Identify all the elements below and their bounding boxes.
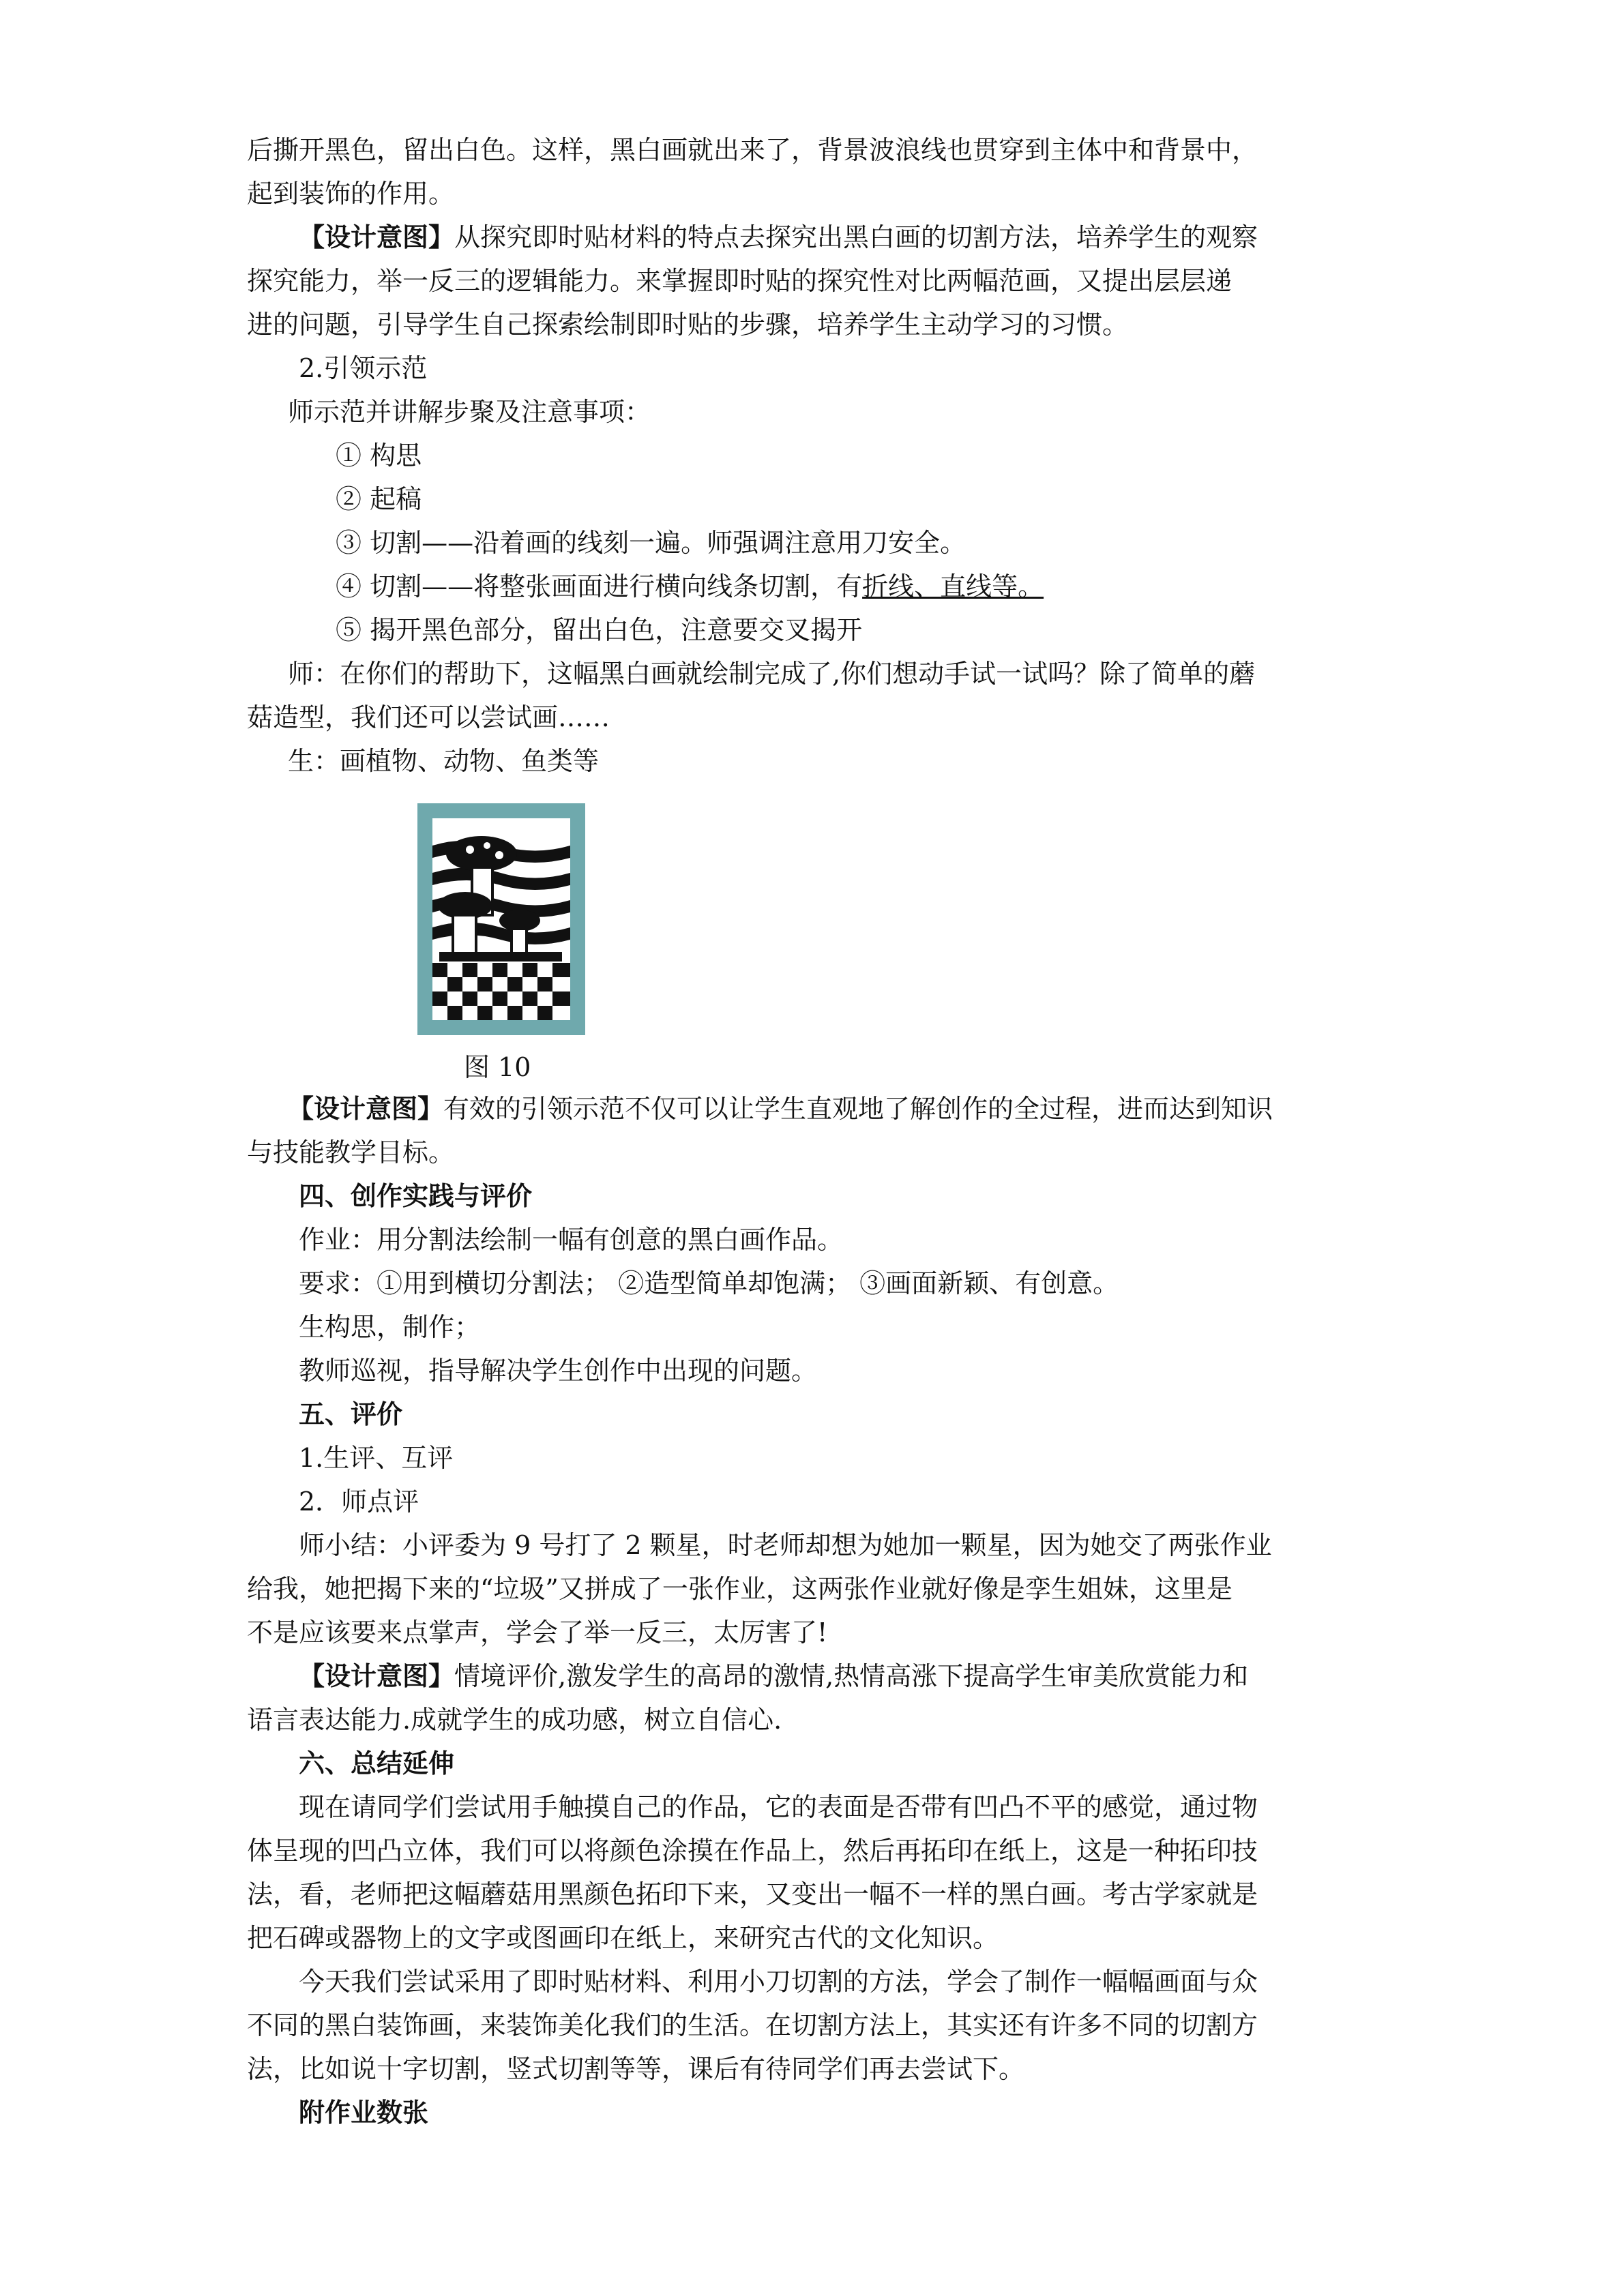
design-intent-3: 【设计意图】情境评价,激发学生的高昂的激情,热情高涨下提高学生审美欣赏能力和 [299, 1660, 1249, 1691]
eval-item: 1.生评、互评 [299, 1443, 454, 1473]
paragraph-line: 法，比如说十字切割，竖式切割等等，课后有待同学们再去尝试下。 [247, 2054, 1025, 2084]
student-dialogue: 生：画植物、动物、鱼类等 [288, 746, 600, 776]
design-intent-2: 【设计意图】有效的引领示范不仅可以让学生直观地了解创作的全过程，进而达到知识 [288, 1093, 1273, 1124]
requirements-line: 要求：①用到横切分割法； ②造型简单却饱满； ③画面新颖、有创意。 [299, 1268, 1119, 1298]
artwork-image [432, 818, 570, 1020]
extension-paragraph-1: 现在请同学们尝试用手触摸自己的作品，它的表面是否带有凹凸不平的感觉，通过物 [299, 1792, 1258, 1822]
paragraph-line: 法，看，老师把这幅蘑菇用黑颜色拓印下来，又变出一幅不一样的黑白画。考古学家就是 [247, 1879, 1258, 1909]
homework-line: 作业：用分割法绘制一幅有创意的黑白画作品。 [299, 1225, 844, 1255]
paragraph-line: 起到装饰的作用。 [247, 179, 455, 209]
paragraph-line: 教师巡视，指导解决学生创作中出现的问题。 [299, 1356, 818, 1386]
paragraph-line: 不同的黑白装饰画，来装饰美化我们的生活。在切割方法上，其实还有许多不同的切割方 [247, 2010, 1258, 2040]
paragraph-line: 与技能教学目标。 [247, 1137, 455, 1167]
step-item: ③ 切割——沿着画的线刻一遍。师强调注意用刀安全。 [336, 528, 966, 558]
intent-label: 【设计意图】 [299, 222, 455, 252]
paragraph-line: 给我，她把揭下来的“垃圾”又拼成了一张作业，这两张作业就好像是孪生姐妹，这里是 [247, 1574, 1232, 1604]
paragraph-line: 生构思，制作； [299, 1312, 481, 1342]
paragraph-line: 不是应该要来点掌声，学会了举一反三，太厉害了! [247, 1617, 828, 1648]
teacher-dialogue: 师：在你们的帮助下，这幅黑白画就绘制完成了,你们想动手试一试吗？除了简单的蘑 [288, 659, 1256, 689]
section-heading-5: 五、评价 [299, 1399, 403, 1429]
figure-caption: 图 10 [464, 1052, 531, 1082]
intent-label: 【设计意图】 [288, 1093, 444, 1124]
figure-10-artwork [417, 803, 585, 1035]
demo-intro: 师示范并讲解步聚及注意事项： [288, 397, 651, 427]
paragraph-line: 菇造型，我们还可以尝试画…… [247, 702, 610, 732]
eval-item: 2．师点评 [299, 1487, 419, 1517]
section-heading-2: 2.引领示范 [299, 353, 428, 383]
intent-label: 【设计意图】 [299, 1660, 455, 1691]
step-item: ② 起稿 [336, 484, 422, 514]
design-intent-1: 【设计意图】从探究即时贴材料的特点去探究出黑白画的切割方法，培养学生的观察 [299, 222, 1258, 252]
attachment-heading: 附作业数张 [299, 2097, 429, 2128]
step-item: ④ 切割——将整张画面进行横向线条切割，有折线、直线等。 [336, 571, 1044, 601]
paragraph-line: 语言表达能力.成就学生的成功感，树立自信心. [247, 1705, 782, 1735]
section-heading-6: 六、总结延伸 [299, 1748, 455, 1778]
step-item: ① 构思 [336, 441, 422, 471]
section-heading-4: 四、创作实践与评价 [299, 1180, 533, 1211]
paragraph-line: 把石碑或器物上的文字或图画印在纸上，来研究古代的文化知识。 [247, 1923, 999, 1953]
body-text-top [247, 128, 1393, 783]
mushroom-artwork-svg [432, 818, 570, 1020]
body-text-bottom [247, 1087, 1393, 2134]
paragraph-line: 进的问题，引导学生自己探索绘制即时贴的步骤，培养学生主动学习的习惯。 [247, 310, 1129, 340]
paragraph-line: 探究能力，举一反三的逻辑能力。来掌握即时贴的探究性对比两幅范画，又提出层层递 [247, 266, 1232, 296]
paragraph-line: 后撕开黑色，留出白色。这样，黑白画就出来了，背景波浪线也贯穿到主体中和背景中， [247, 135, 1258, 165]
teacher-summary: 师小结：小评委为 9 号打了 2 颗星，时老师却想为她加一颗星，因为她交了两张作业 [299, 1530, 1272, 1560]
paragraph-line: 体呈现的凹凸立体，我们可以将颜色涂摸在作品上，然后再拓印在纸上，这是一种拓印技 [247, 1836, 1258, 1866]
step-item: ⑤ 揭开黑色部分，留出白色，注意要交叉揭开 [336, 615, 863, 645]
extension-paragraph-2: 今天我们尝试采用了即时贴材料、利用小刀切割的方法，学会了制作一幅幅画面与众 [299, 1967, 1258, 1997]
